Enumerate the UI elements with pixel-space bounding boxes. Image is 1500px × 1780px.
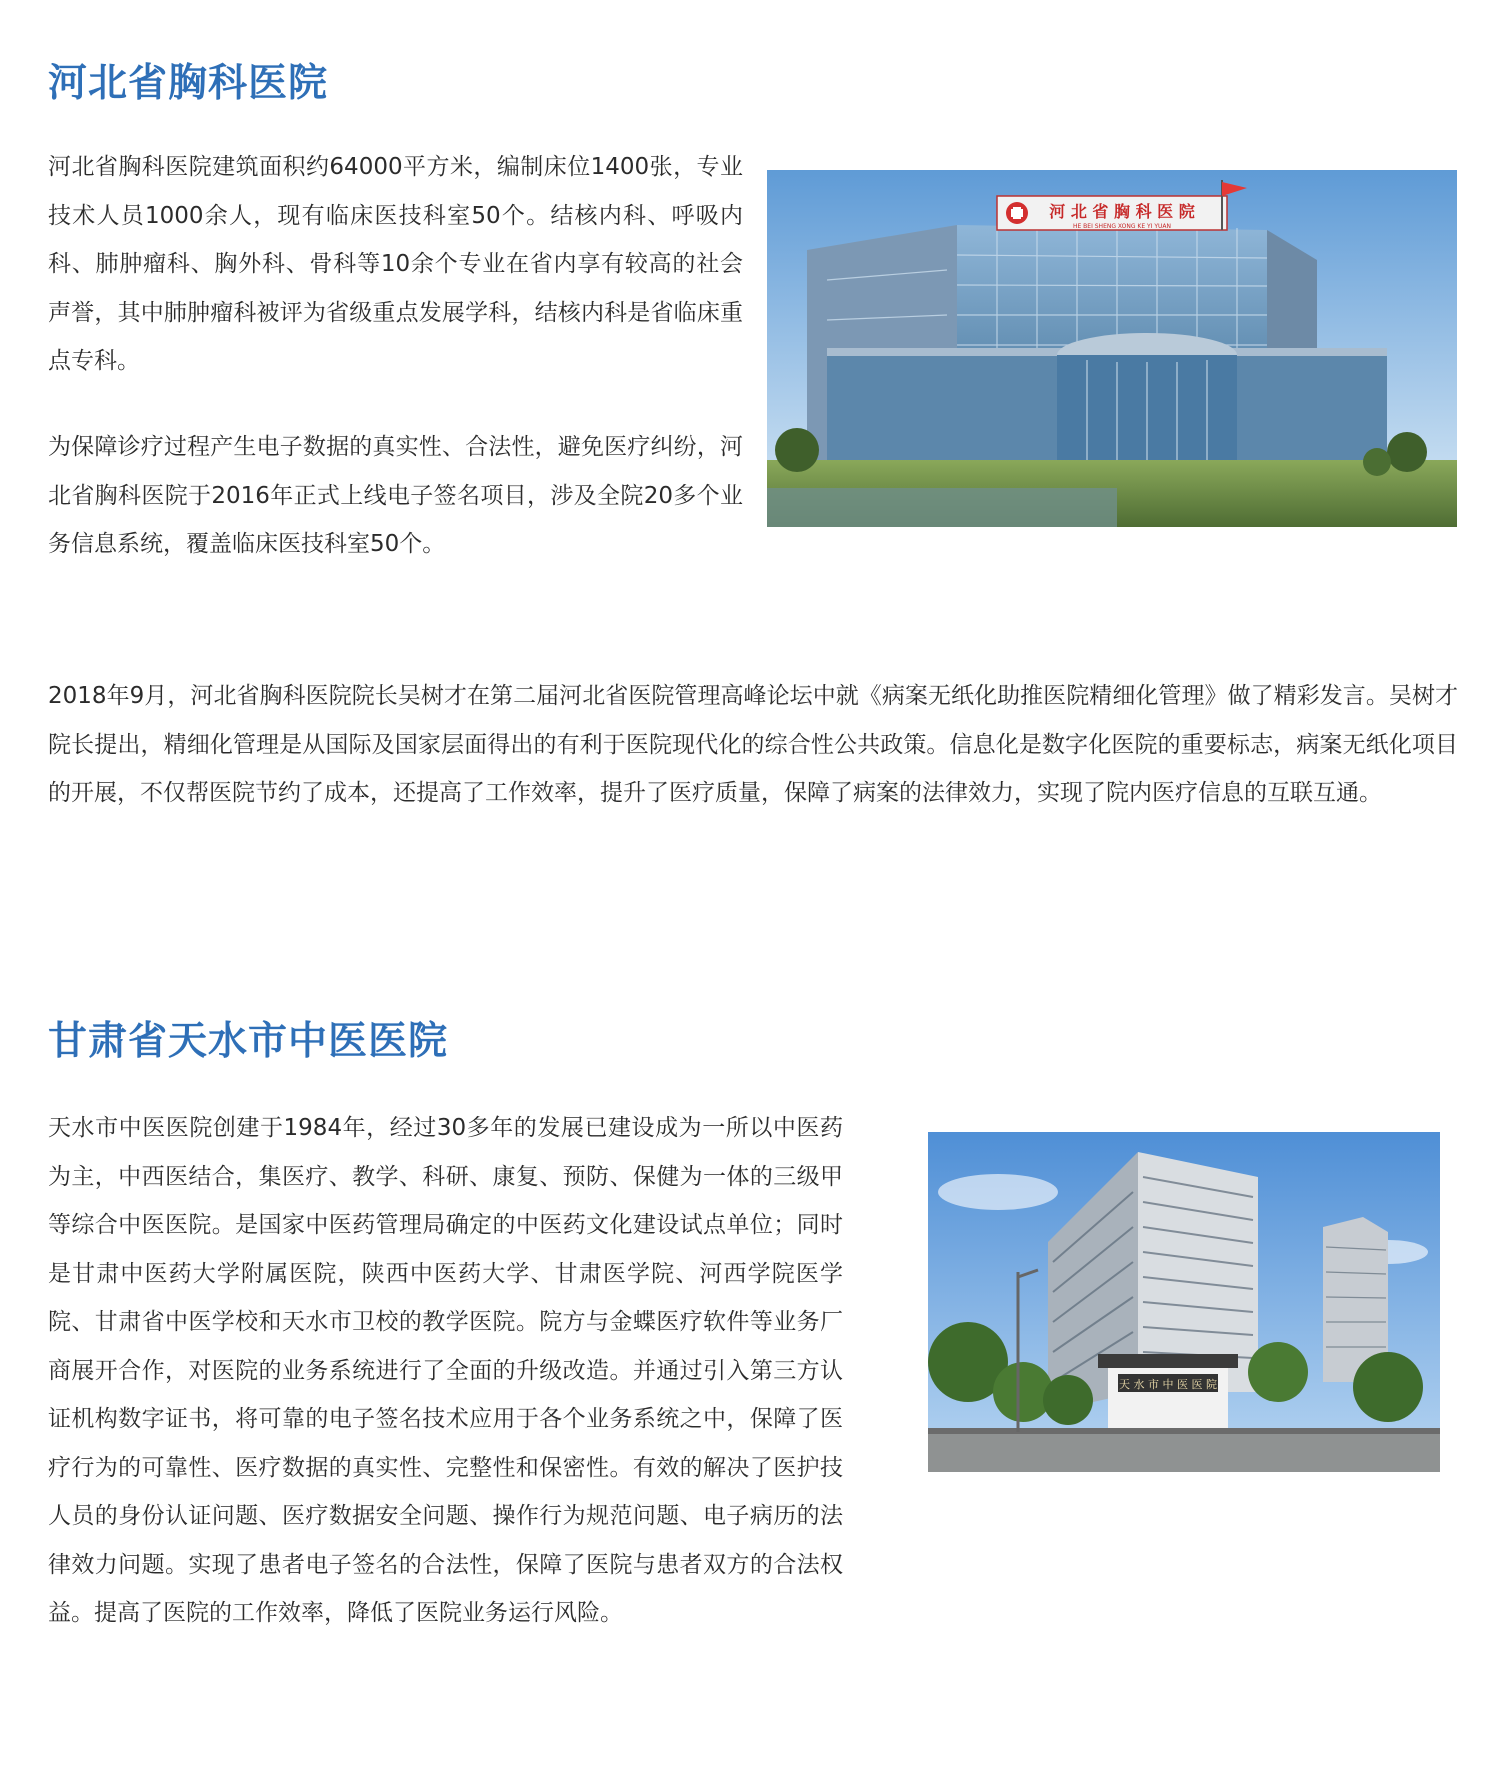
hospital-2-sign-text: 天 水 市 中 医 医 院 xyxy=(1119,1378,1217,1391)
hospital-1-building-photo xyxy=(767,170,1457,527)
hospital-1-intro-paragraph: 河北省胸科医院建筑面积约64000平方米，编制床位1400张，专业技术人员1000余人，现有临床医技科室50个。结核内科、呼吸内科、肺肿瘤科、胸外科、骨科等10余个专业在省内享有较高的社会声誉，其中肺肿瘤科被评为省级重点发展学科，结核内科是省临床重点专科。 xyxy=(48,154,743,374)
hospital-1-esign-paragraph: 为保障诊疗过程产生电子数据的真实性、合法性，避免医疗纠纷，河北省胸科医院于2016年正式上线电子签名项目，涉及全院20多个业务信息系统，覆盖临床医技科室50个。 xyxy=(48,434,743,557)
hospital-1-title: 河北省胸科医院 xyxy=(48,61,329,106)
hospital-2-title: 甘肃省天水市中医医院 xyxy=(48,1019,449,1064)
hospital-2-description-paragraph: 天水市中医医院创建于1984年，经过30多年的发展已建设成为一所以中医药为主，中西医结合，集医疗、教学、科研、康复、预防、保健为一体的三级甲等综合中医医院。是国家中医药管理局确定的中医药文化建设试点单位；同时是甘肃中医药大学附属医院，陕西中医药大学、甘肃医学院、河西学院医学院、甘肃省中医学校和天水市卫校的教学医院。院方与金蝶医疗软件等业务厂商展开合作，对医院的业务系统进行了全面的升级改造。并通过引入第三方认证机构数字证书，将可靠的电子签名技术应用于各个业务系统之中，保障了医疗行为的可靠性、医疗数据的真实性、完整性和保密性。有效的解决了医护技人员的身份认证问题、医疗数据安全问题、操作行为规范问题、电子病历的法律效力问题。实现了患者电子签名的合法性，保障了医院与患者双方的合法权益。提高了医院的工作效率，降低了医院业务运行风险。 xyxy=(48,1115,843,1626)
hospital-1-sign-pinyin: HE BEI SHENG XONG KE YI YUAN xyxy=(1072,223,1172,230)
hospital-2-building-photo xyxy=(928,1132,1440,1472)
hospital-1-sign-text: 河 北 省 胸 科 医 院 xyxy=(1049,202,1195,221)
hospital-1-forum-paragraph: 2018年9月，河北省胸科医院院长吴树才在第二届河北省医院管理高峰论坛中就《病案无纸化助推医院精细化管理》做了精彩发言。吴树才院长提出，精细化管理是从国际及国家层面得出的有利于医院现代化的综合性公共政策。信息化是数字化医院的重要标志，病案无纸化项目的开展，不仅帮医院节约了成本，还提高了工作效率，提升了医疗质量，保障了病案的法律效力，实现了院内医疗信息的互联互通。 xyxy=(48,683,1458,806)
